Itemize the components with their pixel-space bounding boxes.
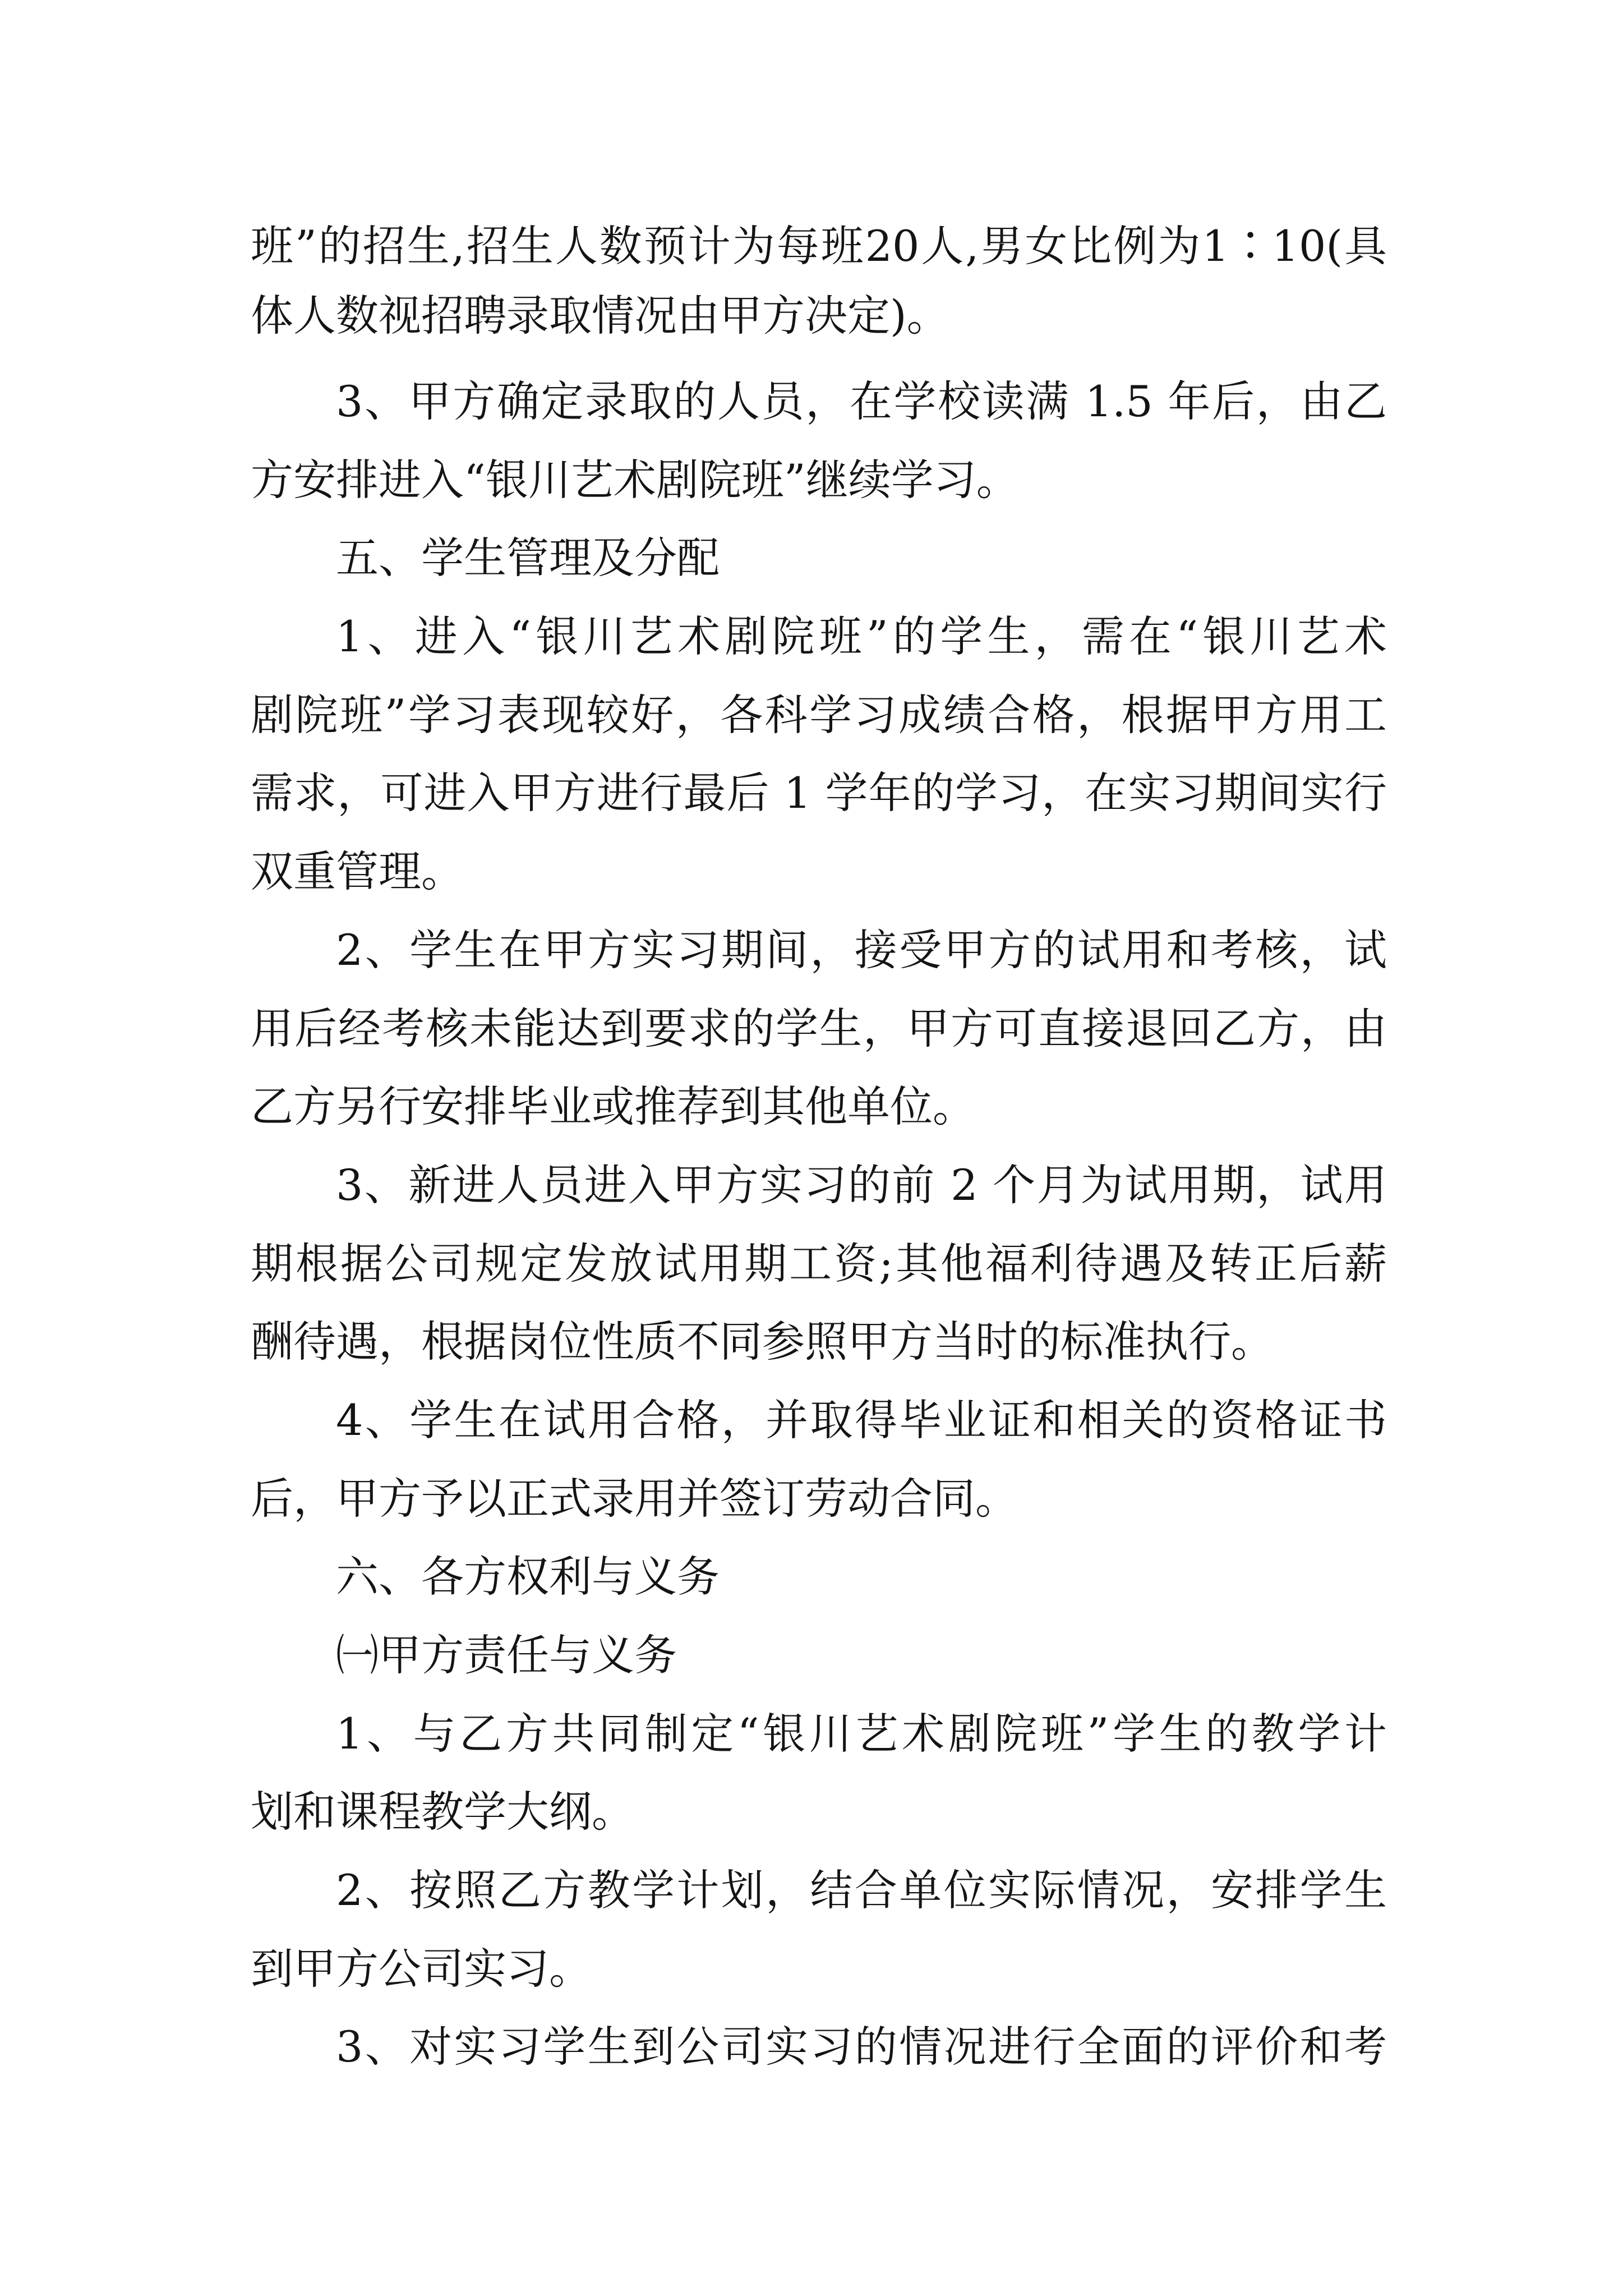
text-line: 双重管理。 (251, 846, 464, 897)
text-line: 3、甲方确定录取的人员，在学校读满 1.5 年后，由乙 (336, 376, 1387, 426)
text-line: 剧院班”学习表现较好，各科学习成绩合格，根据甲方用工 (251, 689, 1387, 740)
text-line: 1、与乙方共同制定“银川艺术剧院班”学生的教学计 (336, 1708, 1387, 1759)
text-line: 班”的招生,招生人数预计为每班20人,男女比例为1∶10(具 (251, 221, 1387, 271)
paragraph (251, 1146, 1387, 1381)
text-line: 方安排进入“银川艺术剧院班”继续学习。 (251, 454, 1019, 505)
text-line: 需求，可进入甲方进行最后 1 学年的学习，在实习期间实行 (251, 768, 1387, 818)
text-line: 2、按照乙方教学计划，结合单位实际情况，安排学生 (336, 1865, 1387, 1916)
text-line: 划和课程教学大纲。 (251, 1787, 634, 1837)
text-line: 用后经考核未能达到要求的学生，甲方可直接退回乙方，由 (251, 1003, 1387, 1053)
paragraph (251, 362, 1387, 519)
subsection-heading (251, 1616, 1387, 1695)
text-line: 3、新进人员进入甲方实习的前 2 个月为试用期，试用 (336, 1159, 1387, 1210)
paragraph (251, 1381, 1387, 1538)
text-line: 酬待遇，根据岗位性质不同参照甲方当时的标准执行。 (251, 1317, 1274, 1367)
text-line: 1、进入“银川艺术剧院班”的学生，需在“银川艺术 (336, 611, 1387, 662)
section-heading (251, 1538, 1387, 1616)
section-heading-text: 五、学生管理及分配 (336, 533, 720, 583)
section-heading (251, 519, 1387, 597)
text-line: 后，甲方予以正式录用并签订劳动合同。 (251, 1473, 1018, 1524)
paragraph (251, 1851, 1387, 2008)
text-line: 3、对实习学生到公司实习的情况进行全面的评价和考 (336, 2022, 1387, 2072)
paragraph (251, 597, 1387, 911)
text-line: 体人数视招聘录取情况由甲方决定)。 (251, 291, 949, 341)
text-line: 2、学生在甲方实习期间，接受甲方的试用和考核，试 (336, 924, 1387, 975)
document-content (251, 362, 1387, 2086)
paragraph (251, 911, 1387, 1146)
paragraph (251, 2008, 1387, 2086)
text-line: 4、学生在试用合格，并取得毕业证和相关的资格证书 (336, 1395, 1387, 1445)
paragraph (251, 1695, 1387, 1851)
document-body (251, 211, 1387, 2086)
text-line: 乙方另行安排毕业或推荐到其他单位。 (251, 1082, 975, 1132)
paragraph (251, 211, 1387, 351)
text-line: 期根据公司规定发放试用期工资;其他福利待遇及转正后薪 (251, 1238, 1387, 1289)
subsection-heading-text: ㈠甲方责任与义务 (336, 1630, 677, 1680)
text-line: 到甲方公司实习。 (251, 1943, 592, 1994)
section-heading-text: 六、各方权利与义务 (336, 1552, 720, 1602)
